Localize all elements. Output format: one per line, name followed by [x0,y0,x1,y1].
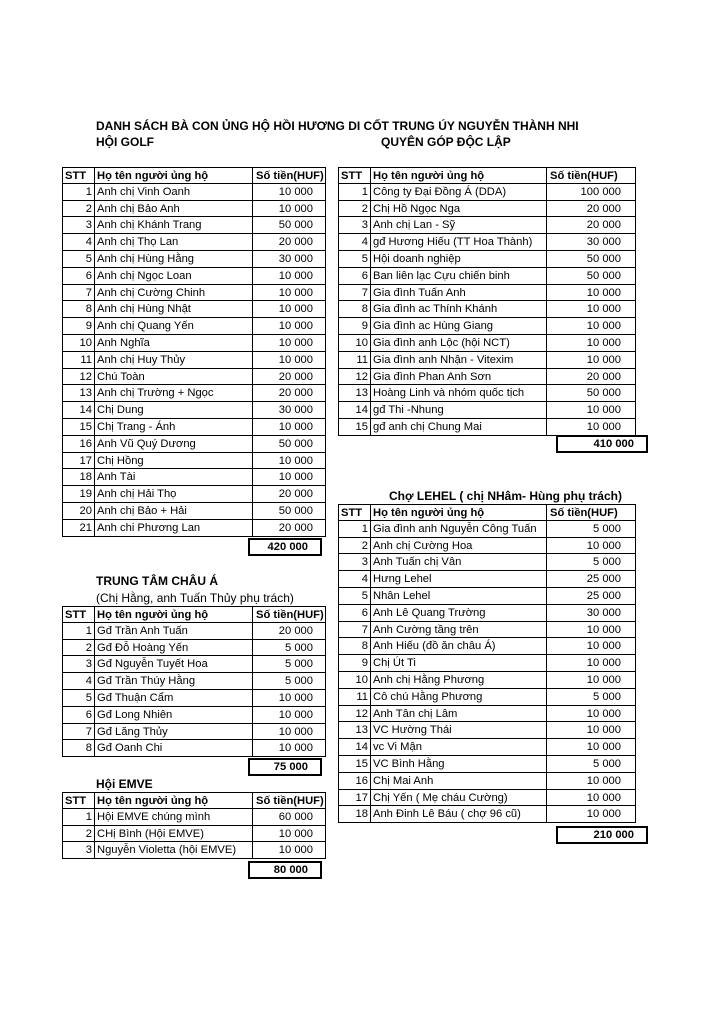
donation-amount: 60 000 [252,809,326,826]
table-row [338,790,636,807]
table-row [62,301,326,318]
donation-amount: 20 000 [546,201,636,218]
row-number: 1 [338,184,370,201]
donation-amount: 10 000 [546,301,636,318]
row-number: 11 [338,352,370,369]
donation-amount: 10 000 [546,419,636,436]
donor-name: Anh Tuấn chị Vân [370,554,546,571]
emve-table [62,792,326,859]
row-number: 4 [62,234,94,251]
row-number: 9 [338,318,370,335]
row-number: 11 [62,352,94,369]
row-number: 12 [338,706,370,723]
table-row [62,503,326,520]
table-row [62,826,326,843]
table-row [62,740,326,757]
table-row [62,673,326,690]
golf-section-title: HỘI GOLF [96,135,154,149]
table-header [338,167,636,184]
donation-amount: 50 000 [546,268,636,285]
donor-name: Chị Mai Anh [370,773,546,790]
column-header-stt: STT [62,792,94,809]
donation-amount: 10 000 [252,724,326,741]
row-number: 10 [338,672,370,689]
donation-amount: 10 000 [546,638,636,655]
table-row [338,234,636,251]
column-header-amount: Số tiền(HUF) [252,792,326,809]
donor-name: Hội doanh nghiệp [370,251,546,268]
column-header-stt: STT [62,167,94,184]
chau-a-subtitle: (Chị Hằng, anh Tuấn Thủy phụ trách) [96,591,294,605]
row-number: 4 [338,571,370,588]
row-number: 1 [62,809,94,826]
donor-name: Anh Cường tầng trên [370,622,546,639]
donor-name: Anh chị Trường + Ngọc [94,385,252,402]
table-row [62,724,326,741]
donation-amount: 20 000 [252,486,326,503]
donor-name: Anh chị Cường Chinh [94,285,252,302]
table-row [338,268,636,285]
donation-amount: 20 000 [252,369,326,386]
donation-amount: 20 000 [546,217,636,234]
donation-amount: 30 000 [546,605,636,622]
donor-name: Hoàng Linh và nhóm quốc tịch [370,385,546,402]
donor-name: Gia đình Tuấn Anh [370,285,546,302]
table-row [62,402,326,419]
table-row [338,672,636,689]
donation-amount: 5 000 [546,554,636,571]
quyen-gop-section-title: QUYÊN GÓP ĐỘC LẬP [381,135,511,149]
table-row [62,352,326,369]
row-number: 3 [338,217,370,234]
row-number: 16 [62,436,94,453]
table-row [338,419,636,436]
donor-name: Gđ Long Nhiên [94,707,252,724]
row-number: 7 [338,285,370,302]
column-header-stt: STT [338,167,370,184]
table-row [338,689,636,706]
donation-amount: 10 000 [252,842,326,859]
donation-amount: 5 000 [546,756,636,773]
table-row [338,301,636,318]
donation-amount: 10 000 [252,707,326,724]
table-row [62,707,326,724]
donor-name: Anh chị Hải Thọ [94,486,252,503]
column-header-stt: STT [338,504,370,521]
column-header-name: Họ tên người ủng hộ [94,792,252,809]
row-number: 12 [338,369,370,386]
donor-name: Gia đình ac Thính Khánh [370,301,546,318]
donor-name: Anh chị Khánh Trang [94,217,252,234]
donor-name: gđ Thi -Nhung [370,402,546,419]
quyen-gop-table [338,167,636,436]
donation-amount: 10 000 [546,706,636,723]
row-number: 18 [338,806,370,823]
donation-amount: 20 000 [252,520,326,537]
donor-name: Gđ Oanh Chi [94,740,252,757]
donor-name: Gđ Đỗ Hoàng Yến [94,640,252,657]
row-number: 5 [62,690,94,707]
donor-name: Anh Hiếu (đồ ăn châu Á) [370,638,546,655]
row-number: 3 [62,217,94,234]
row-number: 7 [62,285,94,302]
donation-amount: 10 000 [546,622,636,639]
table-row [62,285,326,302]
donation-amount: 10 000 [252,268,326,285]
table-row [338,722,636,739]
table-row [338,638,636,655]
donor-name: Chị Yến ( Mẹ cháu Cường) [370,790,546,807]
table-row [338,554,636,571]
table-row [338,285,636,302]
row-number: 7 [62,724,94,741]
donation-amount: 10 000 [546,352,636,369]
table-row [338,369,636,386]
lehel-total: 210 000 [556,826,648,844]
donation-amount: 5 000 [252,640,326,657]
donor-name: Công ty Đại Đồng Á (DDA) [370,184,546,201]
row-number: 6 [62,268,94,285]
emve-total: 80 000 [248,861,322,879]
row-number: 8 [62,301,94,318]
donation-amount: 10 000 [252,690,326,707]
table-row [338,571,636,588]
table-row [338,318,636,335]
donation-amount: 10 000 [252,740,326,757]
donor-name: Anh chị Bảo + Hải [94,503,252,520]
donation-amount: 30 000 [252,251,326,268]
table-header [338,504,636,521]
donation-amount: 10 000 [546,672,636,689]
donation-amount: 10 000 [252,469,326,486]
donation-amount: 20 000 [252,234,326,251]
table-row [62,217,326,234]
table-row [338,184,636,201]
row-number: 14 [338,739,370,756]
donation-amount: 10 000 [252,335,326,352]
row-number: 10 [338,335,370,352]
donation-amount: 30 000 [546,234,636,251]
table-row [338,201,636,218]
donor-name: Ban liên lạc Cựu chiến binh [370,268,546,285]
document-title: DANH SÁCH BÀ CON ỦNG HỘ HỒI HƯƠNG DI CỐT TRUNG ÚY NGUYỄN THÀNH NHI [96,119,579,133]
donor-name: Gia đình Phan Anh Sơn [370,369,546,386]
donation-amount: 10 000 [252,285,326,302]
table-row [338,588,636,605]
donor-name: VC Hường Thái [370,722,546,739]
donation-amount: 25 000 [546,588,636,605]
column-header-name: Họ tên người ủng hộ [370,167,546,184]
donor-name: Anh chị Bảo Anh [94,201,252,218]
row-number: 5 [338,251,370,268]
row-number: 21 [62,520,94,537]
donor-name: Nguyễn Violetta (hội EMVE) [94,842,252,859]
donor-name: Anh chị Ngọc Loan [94,268,252,285]
table-row [338,385,636,402]
table-row [62,469,326,486]
donor-name: Chị Dung [94,402,252,419]
donor-name: Anh chị Hằng Phương [370,672,546,689]
donor-name: Gđ Trần Anh Tuấn [94,623,252,640]
donor-name: Anh Tài [94,469,252,486]
table-header [62,167,326,184]
table-row [338,538,636,555]
row-number: 9 [62,318,94,335]
row-number: 14 [62,402,94,419]
donor-name: Hội EMVE chúng mình [94,809,252,826]
donation-amount: 10 000 [252,184,326,201]
donor-name: Gia đình ac Hùng Giang [370,318,546,335]
row-number: 5 [338,588,370,605]
donation-amount: 50 000 [252,436,326,453]
donation-amount: 25 000 [546,571,636,588]
table-row [338,739,636,756]
column-header-stt: STT [62,606,94,623]
donor-name: Chị Út Ti [370,655,546,672]
table-row [62,690,326,707]
row-number: 3 [62,842,94,859]
donor-name: Chị Hồng [94,453,252,470]
donor-name: Anh chị Quang Yến [94,318,252,335]
row-number: 5 [62,251,94,268]
chau-a-total: 75 000 [248,758,322,776]
lehel-title: Chợ LEHEL ( chị NHâm- Hùng phụ trách) [389,489,622,503]
table-row [62,318,326,335]
row-number: 15 [338,419,370,436]
table-row [62,184,326,201]
donation-amount: 10 000 [546,739,636,756]
golf-total: 420 000 [248,538,322,556]
table-row [62,369,326,386]
column-header-amount: Số tiền(HUF) [252,606,326,623]
donor-name: Anh chị Hùng Hằng [94,251,252,268]
column-header-amount: Số tiền(HUF) [546,167,636,184]
row-number: 15 [62,419,94,436]
donor-name: Gđ Nguyễn Tuyết Hoa [94,656,252,673]
table-row [338,605,636,622]
donation-amount: 10 000 [252,318,326,335]
donor-name: Nhân Lehel [370,588,546,605]
donation-amount: 50 000 [252,217,326,234]
donation-amount: 50 000 [546,251,636,268]
donation-amount: 10 000 [252,826,326,843]
emve-title: Hội EMVE [96,777,153,791]
donor-name: Gia đình anh Lộc (hội NCT) [370,335,546,352]
donor-name: Anh Tân chị Lâm [370,706,546,723]
row-number: 4 [62,673,94,690]
column-header-amount: Số tiền(HUF) [252,167,326,184]
donation-amount: 50 000 [252,503,326,520]
column-header-amount: Số tiền(HUF) [546,504,636,521]
donation-amount: 5 000 [546,689,636,706]
donation-amount: 10 000 [546,538,636,555]
table-row [62,809,326,826]
row-number: 2 [62,826,94,843]
row-number: 14 [338,402,370,419]
row-number: 2 [338,538,370,555]
row-number: 13 [338,385,370,402]
table-row [338,402,636,419]
row-number: 20 [62,503,94,520]
row-number: 13 [338,722,370,739]
donor-name: Gia đình anh Nguyễn Công Tuấn [370,521,546,538]
donation-amount: 10 000 [546,806,636,823]
donor-name: VC Bình Hằng [370,756,546,773]
donor-name: Anh Đinh Lê Báu ( chợ 96 cũ) [370,806,546,823]
donor-name: Gđ Thuận Cẩm [94,690,252,707]
table-row [62,201,326,218]
table-row [338,773,636,790]
table-row [62,842,326,859]
lehel-table [338,504,636,823]
donor-name: Gia đình anh Nhận - Vitexim [370,352,546,369]
donation-amount: 10 000 [546,655,636,672]
donation-amount: 10 000 [546,773,636,790]
donor-name: CHị Bình (Hội EMVE) [94,826,252,843]
donor-name: Chị Trang - Ánh [94,419,252,436]
table-row [338,756,636,773]
table-row [62,385,326,402]
column-header-name: Họ tên người ủng hộ [94,606,252,623]
donor-name: Gđ Trần Thúy Hằng [94,673,252,690]
chau-a-table [62,606,326,757]
donation-amount: 10 000 [252,419,326,436]
chau-a-title: TRUNG TÂM CHÂU Á [96,574,218,588]
donor-name: Cô chú Hằng Phương [370,689,546,706]
table-row [338,352,636,369]
row-number: 1 [338,521,370,538]
table-row [62,640,326,657]
column-header-name: Họ tên người ủng hộ [370,504,546,521]
row-number: 18 [62,469,94,486]
table-header [62,606,326,623]
donation-amount: 10 000 [252,301,326,318]
donor-name: Anh chị Hùng Nhật [94,301,252,318]
row-number: 6 [338,605,370,622]
table-row [338,521,636,538]
row-number: 6 [338,268,370,285]
row-number: 10 [62,335,94,352]
row-number: 16 [338,773,370,790]
row-number: 17 [62,453,94,470]
donation-amount: 10 000 [252,201,326,218]
row-number: 8 [62,740,94,757]
row-number: 3 [338,554,370,571]
table-row [62,268,326,285]
donor-name: Chị Hồ Ngọc Nga [370,201,546,218]
table-row [338,622,636,639]
donation-amount: 10 000 [546,790,636,807]
row-number: 17 [338,790,370,807]
donor-name: Anh chi Phương Lan [94,520,252,537]
donation-amount: 50 000 [546,385,636,402]
row-number: 4 [338,234,370,251]
donor-name: Gđ Lăng Thủy [94,724,252,741]
row-number: 15 [338,756,370,773]
row-number: 3 [62,656,94,673]
table-row [62,656,326,673]
donation-amount: 10 000 [252,352,326,369]
row-number: 8 [338,638,370,655]
donation-amount: 10 000 [546,318,636,335]
table-row [338,655,636,672]
table-row [62,234,326,251]
donor-name: vc Vi Mận [370,739,546,756]
golf-table [62,167,326,537]
row-number: 13 [62,385,94,402]
donation-amount: 10 000 [546,722,636,739]
row-number: 8 [338,301,370,318]
table-row [338,706,636,723]
row-number: 11 [338,689,370,706]
donation-amount: 5 000 [252,673,326,690]
donation-amount: 10 000 [546,335,636,352]
table-row [62,623,326,640]
table-row [62,520,326,537]
table-row [62,486,326,503]
row-number: 6 [62,707,94,724]
donation-amount: 30 000 [252,402,326,419]
table-header [62,792,326,809]
column-header-name: Họ tên người ủng hộ [94,167,252,184]
row-number: 12 [62,369,94,386]
donation-amount: 10 000 [252,453,326,470]
row-number: 2 [62,201,94,218]
donor-name: gđ Hương Hiếu (TT Hoa Thành) [370,234,546,251]
donor-name: Chú Toàn [94,369,252,386]
donation-amount: 20 000 [252,623,326,640]
table-row [338,335,636,352]
row-number: 19 [62,486,94,503]
table-row [62,436,326,453]
donor-name: Anh Vũ Quý Dương [94,436,252,453]
donor-name: Anh chị Lan - Sỹ [370,217,546,234]
donation-amount: 5 000 [546,521,636,538]
table-row [338,251,636,268]
row-number: 1 [62,184,94,201]
donor-name: Anh Lê Quang Trường [370,605,546,622]
donation-amount: 10 000 [546,285,636,302]
donor-name: Anh chị Thọ Lan [94,234,252,251]
table-row [62,251,326,268]
donation-amount: 100 000 [546,184,636,201]
donor-name: Anh chị Huy Thủy [94,352,252,369]
donation-amount: 5 000 [252,656,326,673]
table-row [338,217,636,234]
donation-amount: 10 000 [546,402,636,419]
row-number: 9 [338,655,370,672]
donation-amount: 20 000 [252,385,326,402]
row-number: 2 [338,201,370,218]
donor-name: Hưng Lehel [370,571,546,588]
table-row [338,806,636,823]
donor-name: Anh chị Vinh Oanh [94,184,252,201]
donor-name: Anh chị Cường Hoa [370,538,546,555]
table-row [62,335,326,352]
row-number: 2 [62,640,94,657]
row-number: 1 [62,623,94,640]
donor-name: Anh Nghĩa [94,335,252,352]
donation-amount: 20 000 [546,369,636,386]
quyen-gop-total: 410 000 [556,435,648,453]
row-number: 7 [338,622,370,639]
donor-name: gđ anh chị Chung Mai [370,419,546,436]
table-row [62,453,326,470]
table-row [62,419,326,436]
